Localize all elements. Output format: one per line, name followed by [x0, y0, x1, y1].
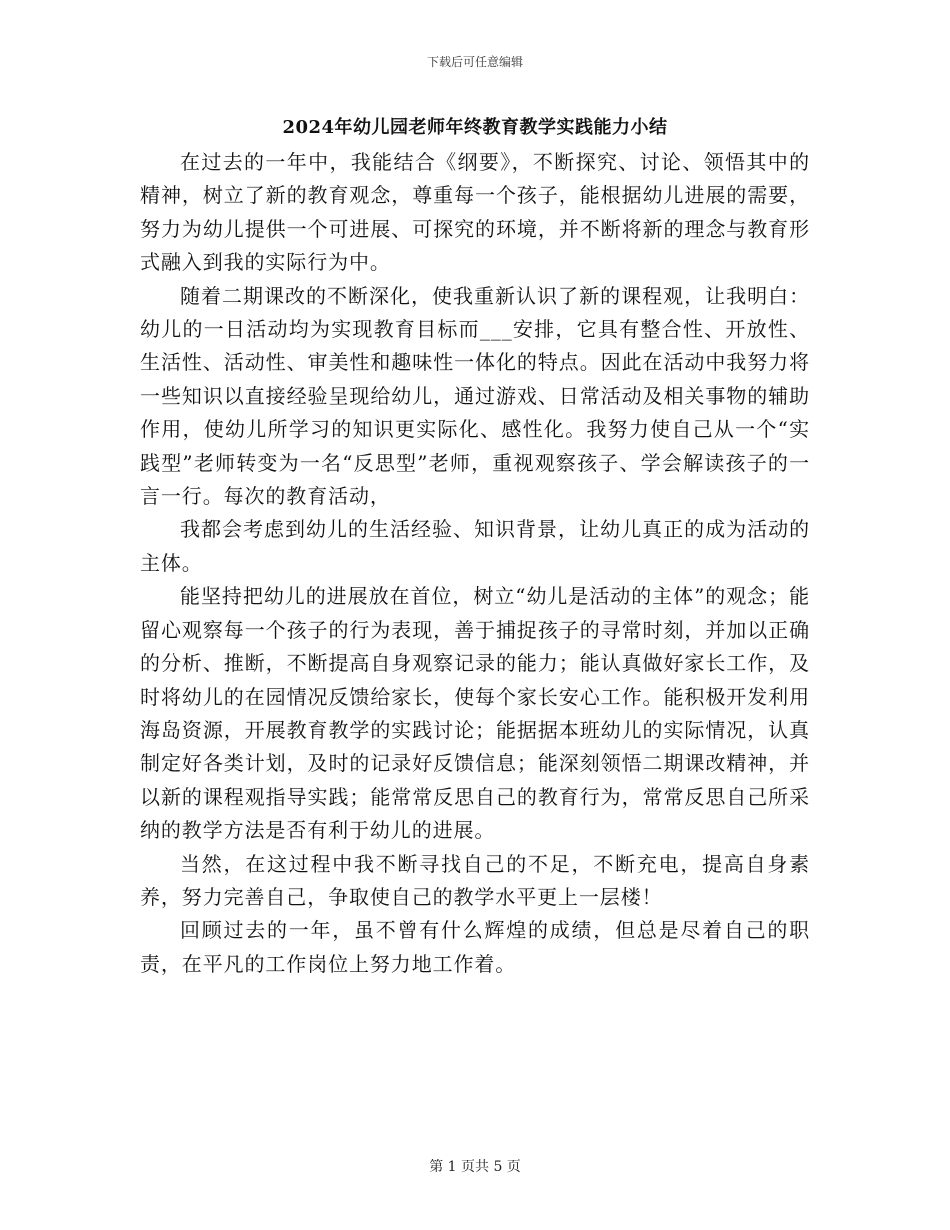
- paragraph-2: 随着二期课改的不断深化，使我重新认识了新的课程观，让我明白：幼儿的一日活动均为实现教育目标而___安排，它具有整合性、开放性、生活性、活动性、审美性和趣味性一体化的特点。因此在活动中我努力将一些知识以直接经验呈现给幼儿，通过游戏、日常活动及相关事物的辅助作用，使幼儿所学习的知识更实际化、感性化。我努力使自己从一个“实践型”老师转变为一名“反思型”老师，重视观察孩子、学会解读孩子的一言一行。每次的教育活动，: [140, 283, 810, 509]
- paragraph-4: 能坚持把幼儿的进展放在首位，树立“幼儿是活动的主体”的观念；能留心观察每一个孩子的行为表现，善于捕捉孩子的寻常时刻，并加以正确的分析、推断，不断提高自身观察记录的能力；能认真做好家长工作，及时将幼儿的在园情况反馈给家长，使每个家长安心工作。能积极开发利用海岛资源，开展教育教学的实践讨论；能据据本班幼儿的实际情况，认真制定好各类计划，及时的记录好反馈信息；能深刻领悟二期课改精神，并以新的课程观指导实践；能常常反思自己的教育行为，常常反思自己所采纳的教学方法是否有利于幼儿的进展。: [140, 584, 810, 843]
- paragraph-5: 当然，在这过程中我不断寻找自己的不足，不断充电，提高自身素养，努力完善自己，争取使自己的教学水平更上一层楼！: [140, 851, 810, 909]
- paragraph-6: 回顾过去的一年，虽不曾有什么辉煌的成绩，但总是尽着自己的职责，在平凡的工作岗位上努力地工作着。: [140, 918, 810, 976]
- paragraph-1: 在过去的一年中，我能结合《纲要》，不断探究、讨论、领悟其中的精神，树立了新的教育观念，尊重每一个孩子，能根据幼儿进展的需要，努力为幼儿提供一个可进展、可探究的环境，并不断将新的理念与教育形式融入到我的实际行为中。: [140, 150, 810, 275]
- paragraph-3: 我都会考虑到幼儿的生活经验、知识背景，让幼儿真正的成为活动的主体。: [140, 517, 810, 575]
- page-header-note: 下载后可任意编辑: [426, 55, 523, 69]
- page-number-indicator: 第 1 页共 5 页: [429, 1159, 521, 1175]
- document-title: 2024年幼儿园老师年终教育教学实践能力小结: [282, 117, 668, 138]
- document-body: [140, 146, 810, 981]
